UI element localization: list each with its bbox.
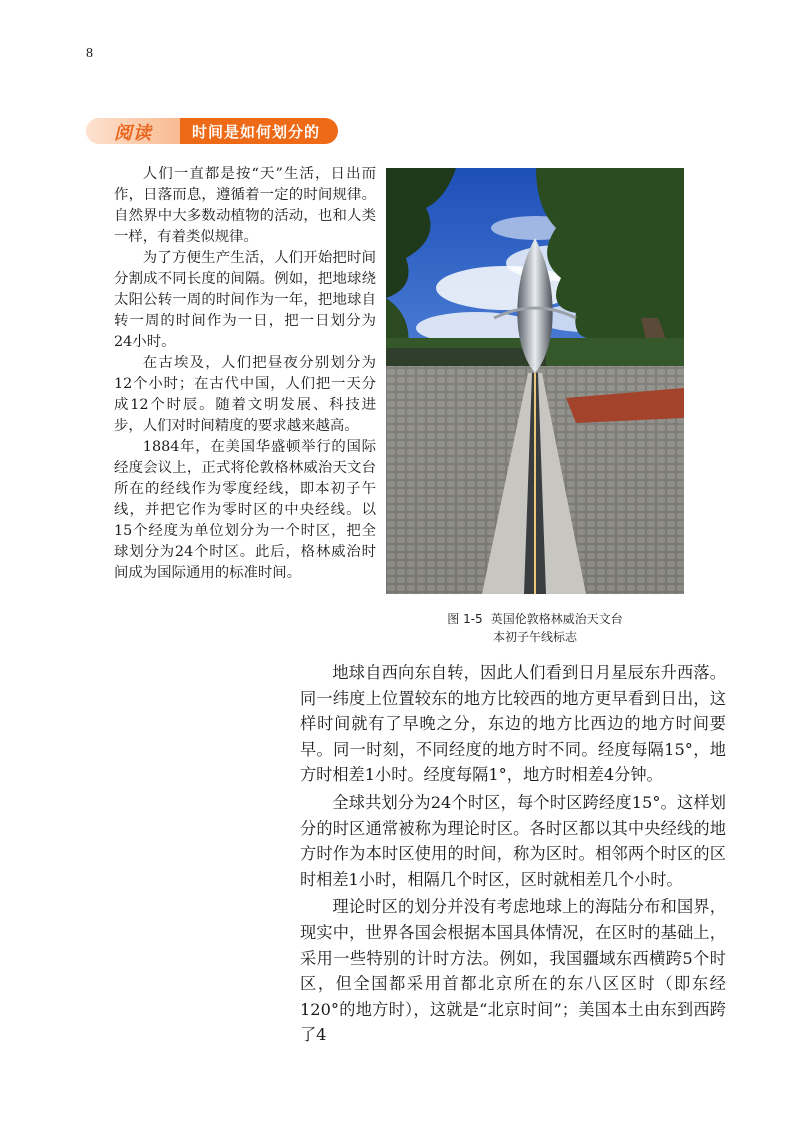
- reading-paragraph: 1884年，在美国华盛顿举行的国际经度会议上，正式将伦敦格林威治天文台所在的经线作为零度经线，即本初子午线，并把它作为零时区的中央经线。以15个经度为单位划分为一个时区，把全球划分为24个时区。此后，格林威治时间成为国际通用的标准时间。: [114, 439, 376, 581]
- figure-number: 图 1-5: [447, 612, 483, 626]
- main-body: [300, 660, 726, 1048]
- figure-caption-line2: 本初子午线标志: [492, 630, 577, 644]
- figure-caption: [386, 610, 684, 646]
- banner-title: 时间是如何划分的: [192, 123, 321, 141]
- reading-paragraph: 在古埃及，人们把昼夜分别划分为12个小时；在古代中国，人们把一天分成12个时辰。随着文明发展、科技进步，人们对时间精度的要求越来越高。: [114, 355, 376, 434]
- figure-caption-line1: 英国伦敦格林威治天文台: [490, 612, 623, 626]
- body-paragraph: 全球共划分为24个时区，每个时区跨经度15°。这样划分的时区通常被称为理论时区。各时区都以其中央经线的地方时作为本时区使用的时间，称为区时。相邻两个时区的区时相差1小时，相隔几个时区，区时就相差几个小时。: [300, 792, 726, 889]
- body-paragraph: 理论时区的划分并没有考虑地球上的海陆分布和国界，现实中，世界各国会根据本国具体情况，在区时的基础上，采用一些特别的计时方法。例如，我国疆域东西横跨5个时区，但全国都采用首都北京所在的东八区区时（即东经120°的地方时），这就是“北京时间”；美国本土由东到西跨了4: [300, 897, 726, 1045]
- page-number: 8: [86, 46, 93, 61]
- reading-paragraph: 为了方便生产生活，人们开始把时间分割成不同长度的间隔。例如，把地球绕太阳公转一周的时间作为一年，把地球自转一周的时间作为一日，把一日划分为24小时。: [114, 250, 376, 350]
- meridian-photo: [386, 168, 684, 594]
- banner-tag: 阅读: [114, 123, 152, 144]
- body-paragraph: 地球自西向东自转，因此人们看到日月星辰东升西落。同一纬度上位置较东的地方比较西的地方更早看到日出，这样时间就有了早晚之分，东边的地方比西边的地方时间要早。同一时刻，不同经度的地方时不同。经度每隔15°，地方时相差1小时。经度每隔1°，地方时相差4分钟。: [300, 663, 726, 785]
- reading-banner: [86, 118, 338, 144]
- reading-column: [114, 164, 376, 584]
- meridian-photo-illustration: [386, 168, 684, 594]
- banner-title-box: [180, 118, 338, 144]
- reading-paragraph: 人们一直都是按“天”生活，日出而作，日落而息，遵循着一定的时间规律。自然界中大多数动植物的活动，也和人类一样，有着类似规律。: [114, 166, 376, 245]
